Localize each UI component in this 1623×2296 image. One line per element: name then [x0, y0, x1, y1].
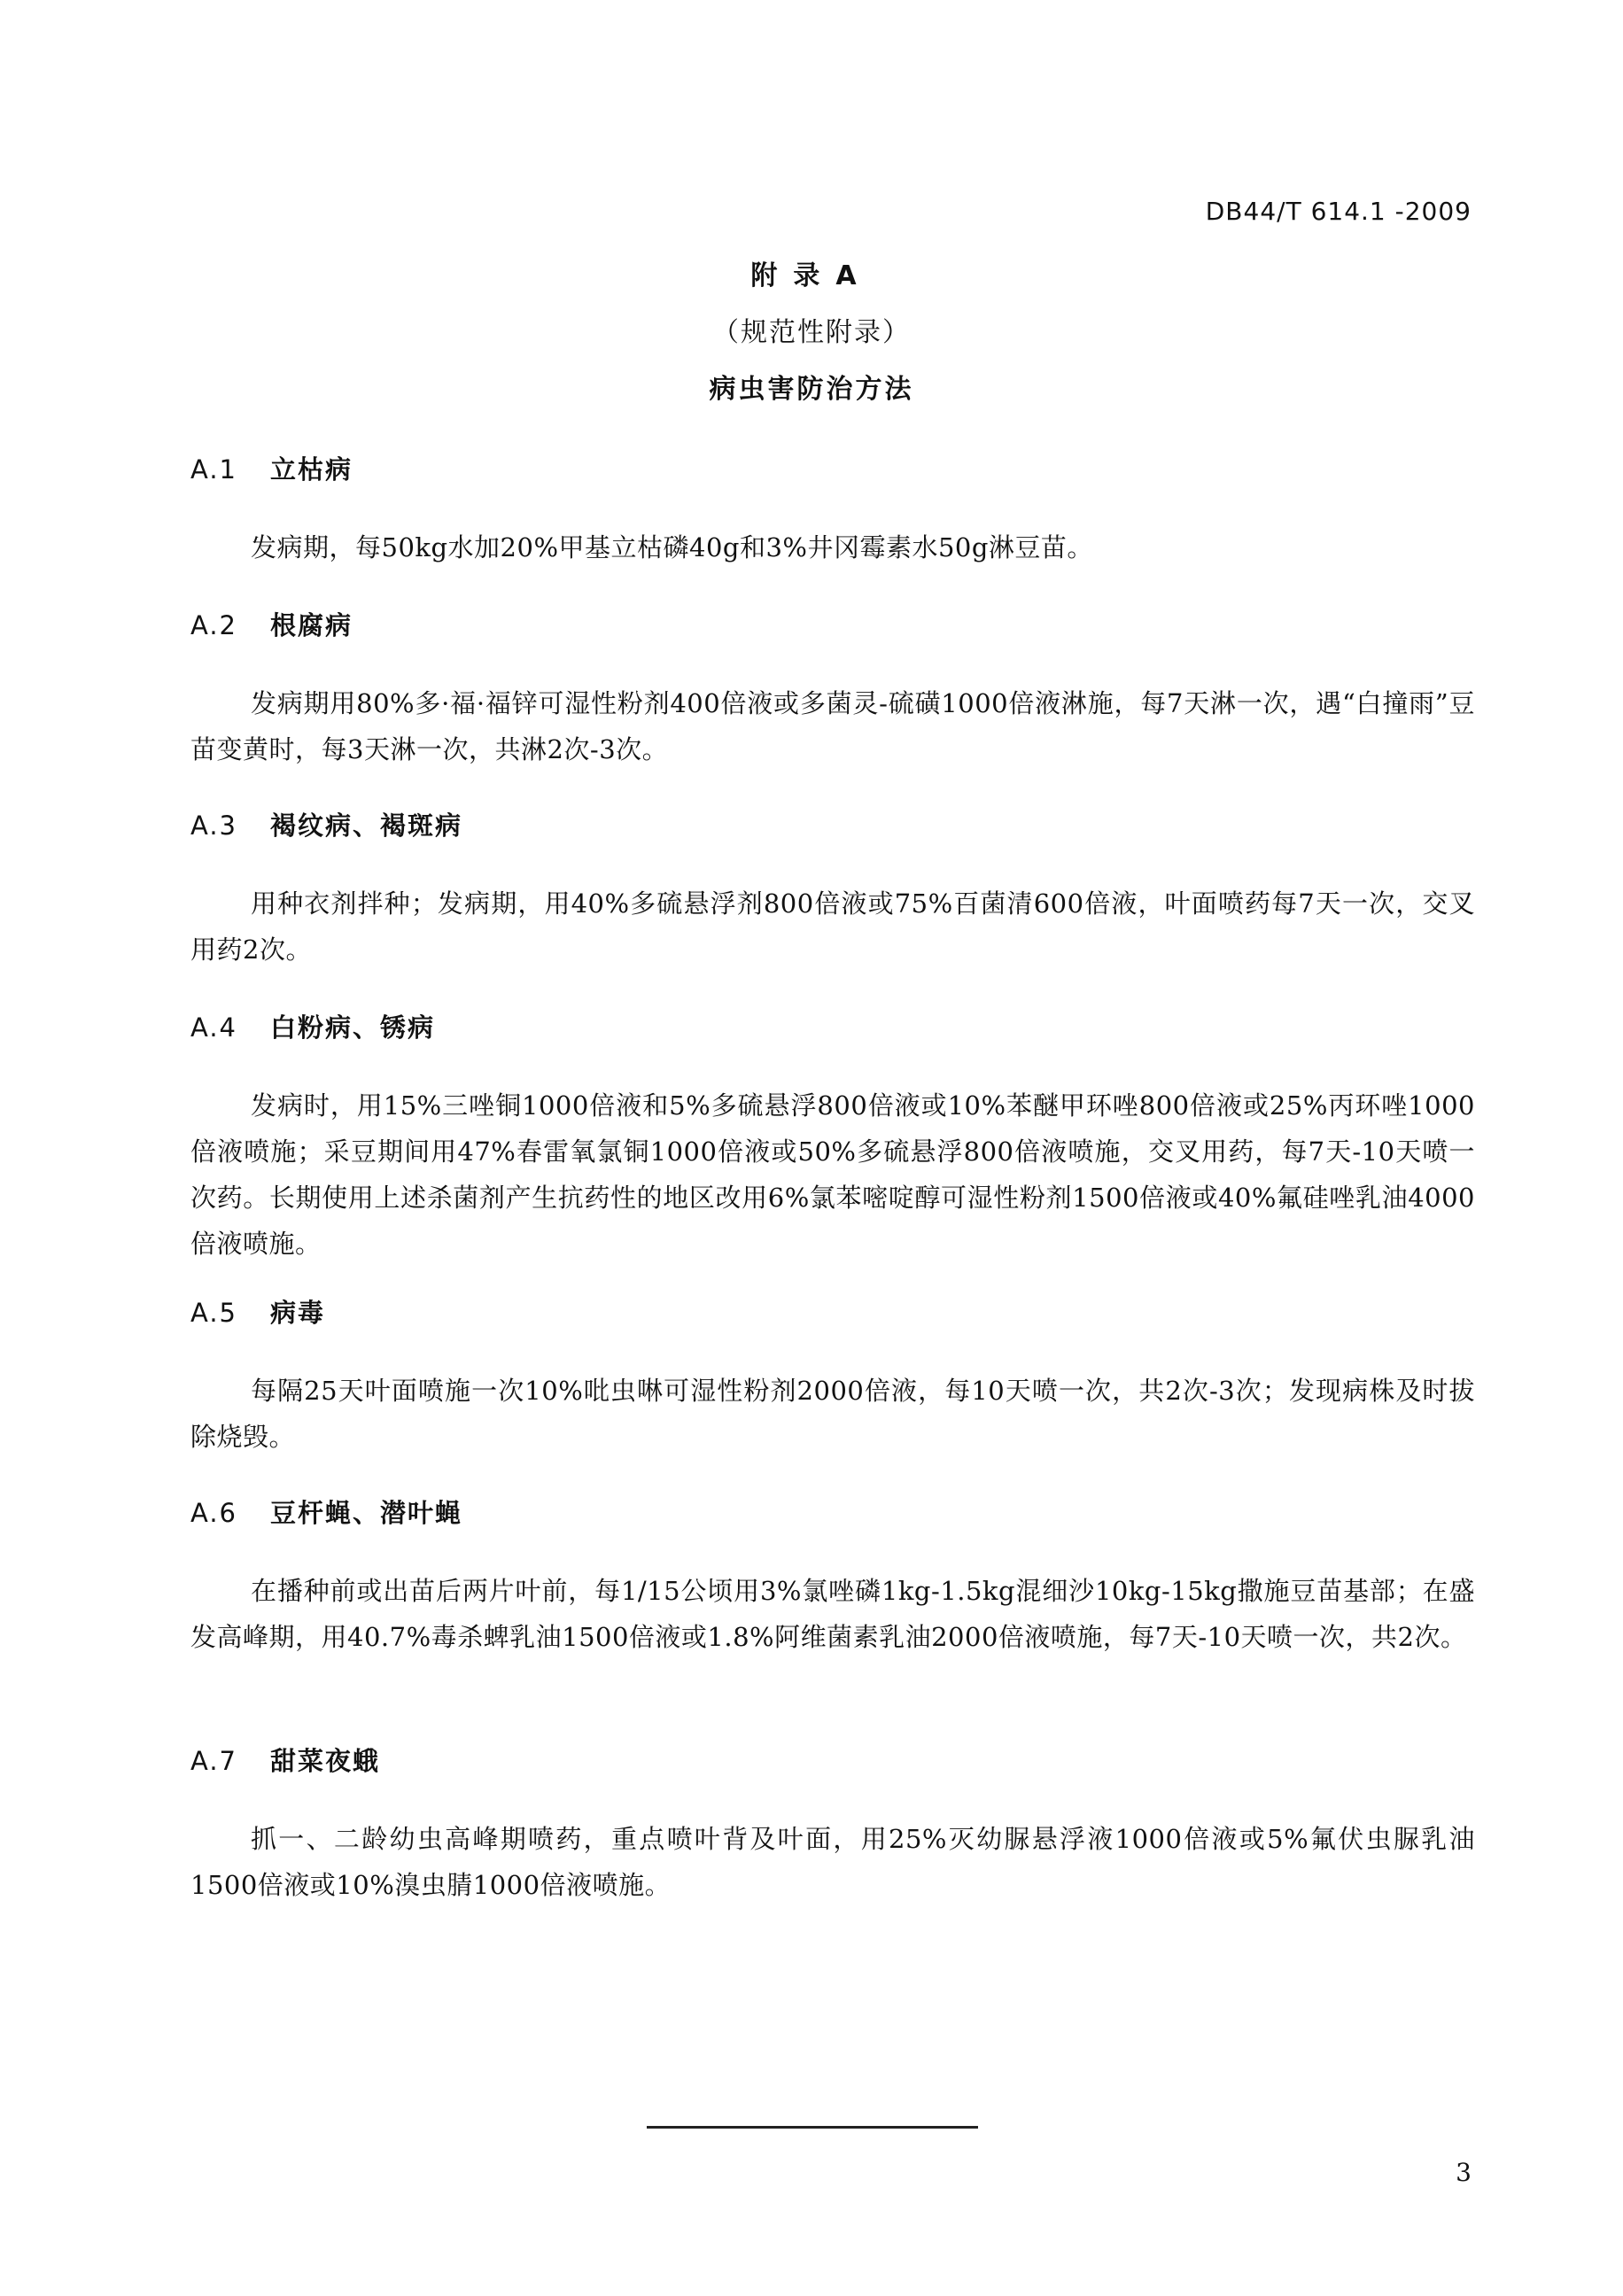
- section-title: 根腐病: [270, 610, 353, 640]
- section-heading: [190, 452, 1475, 487]
- page-number: 3: [1456, 2158, 1472, 2187]
- section-body: 发病时，用15%三唑铜1000倍液和5%多硫悬浮800倍液或10%苯醚甲环唑800倍液或25%丙环唑1000倍液喷施；采豆期间用47%春雷氧氯铜1000倍液或50%多硫悬浮800倍液喷施，交叉用药，每7天-10天喷一次药。长期使用上述杀菌剂产生抗药性的地区改用6%氯苯嘧啶醇可湿性粉剂1500倍液或40%氟硅唑乳油4000倍液喷施。: [190, 1090, 1475, 1259]
- section-body: 发病期用80%多·福·福锌可湿性粉剂400倍液或多菌灵-硫磺1000倍液淋施，每7天淋一次，遇“白撞雨”豆苗变黄时，每3天淋一次，共淋2次-3次。: [190, 688, 1475, 764]
- section-number: A.2: [190, 610, 237, 640]
- section-body: 在播种前或出苗后两片叶前，每1/15公顷用3%氯唑磷1kg-1.5kg混细沙10kg-15kg撒施豆苗基部；在盛发高峰期，用40.7%毒杀蜱乳油1500倍液或1.8%阿维菌素乳油2000倍液喷施，每7天-10天喷一次，共2次。: [190, 1576, 1475, 1652]
- section-number: A.7: [190, 1746, 237, 1776]
- section-number: A.3: [190, 811, 237, 841]
- section-title: 立枯病: [270, 454, 353, 485]
- section-body: 每隔25天叶面喷施一次10%吡虫啉可湿性粉剂2000倍液，每10天喷一次，共2次-3次；发现病株及时拔除烧毁。: [190, 1376, 1475, 1452]
- section-a3: [190, 808, 1475, 973]
- annex-type: （规范性附录）: [712, 317, 911, 348]
- section-heading: [190, 1495, 1475, 1531]
- section-body: 用种衣剂拌种；发病期，用40%多硫悬浮剂800倍液或75%百菌清600倍液，叶面喷药每7天一次，交叉用药2次。: [190, 888, 1475, 965]
- footer-rule: [647, 2126, 978, 2129]
- section-a7: [190, 1743, 1475, 1908]
- section-number: A.6: [190, 1498, 237, 1528]
- section-heading: [190, 1295, 1475, 1330]
- section-number: A.1: [190, 454, 237, 485]
- annex-heading: 病虫害防治方法: [709, 374, 914, 405]
- section-number: A.5: [190, 1298, 237, 1328]
- section-body: 抓一、二龄幼虫高峰期喷药，重点喷叶背及叶面，用25%灭幼脲悬浮液1000倍液或5%氟伏虫脲乳油1500倍液或10%溴虫腈1000倍液喷施。: [190, 1824, 1475, 1900]
- section-number: A.4: [190, 1012, 237, 1043]
- section-heading: [190, 1010, 1475, 1045]
- section-heading: [190, 1743, 1475, 1779]
- section-a1: [190, 452, 1475, 570]
- section-title: 褐纹病、褐斑病: [270, 811, 463, 841]
- section-heading: [190, 608, 1475, 643]
- section-a6: [190, 1495, 1475, 1660]
- section-heading: [190, 808, 1475, 843]
- section-a2: [190, 608, 1475, 772]
- section-title: 甜菜夜蛾: [270, 1746, 381, 1776]
- section-a5: [190, 1295, 1475, 1460]
- section-title: 病毒: [270, 1298, 326, 1328]
- section-title: 白粉病、锈病: [270, 1012, 436, 1043]
- section-body: 发病期，每50kg水加20%甲基立枯磷40g和3%井冈霉素水50g淋豆苗。: [251, 532, 1093, 562]
- standard-number: DB44/T 614.1 -2009: [1205, 197, 1472, 226]
- annex-label: 附录A: [750, 260, 873, 291]
- section-a4: [190, 1010, 1475, 1267]
- section-title: 豆杆蝇、潜叶蝇: [270, 1498, 463, 1528]
